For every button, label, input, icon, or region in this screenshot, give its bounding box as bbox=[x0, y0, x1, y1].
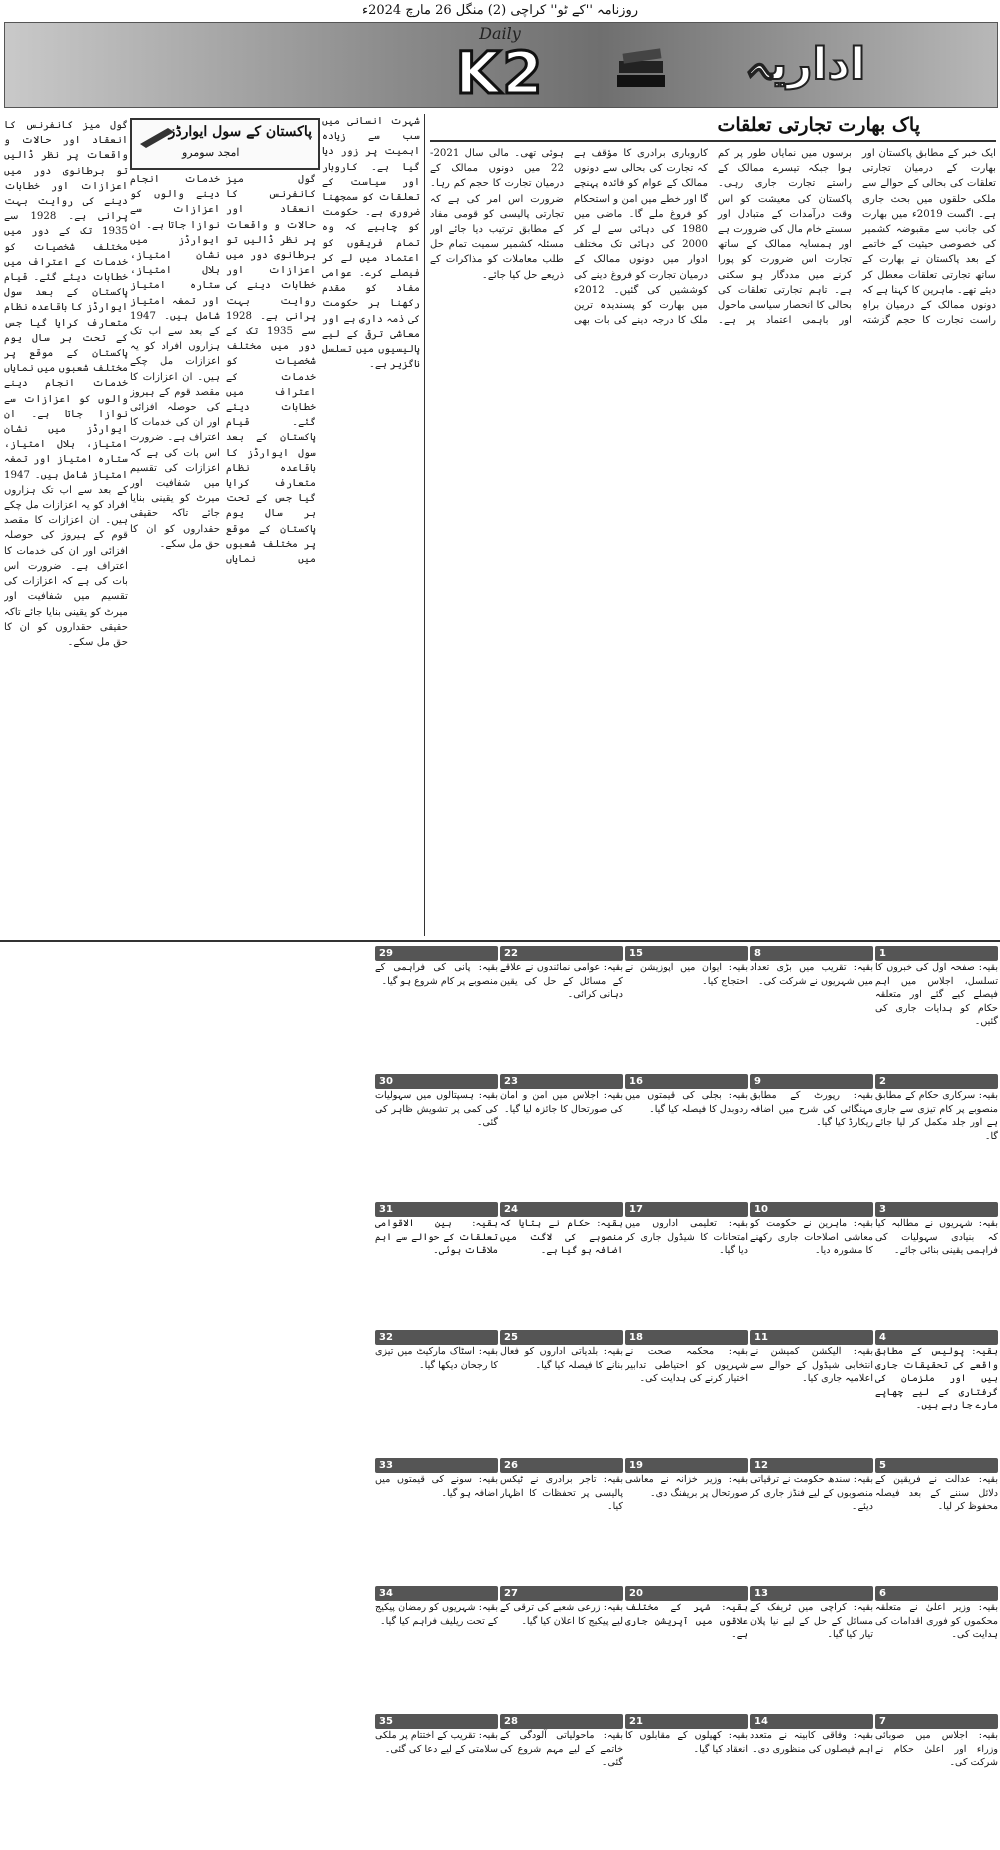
continuation-item bbox=[875, 1330, 998, 1454]
column-header-box bbox=[130, 118, 320, 170]
column-title: پاکستان کے سول ایوارڈز bbox=[168, 124, 312, 140]
continuation-number: 3 bbox=[879, 1204, 886, 1215]
continuation-text: بقیہ: بلدیاتی اداروں کو فعال بنانے کا فیصلہ کیا گیا۔ bbox=[500, 1346, 623, 1371]
continuation-number: 24 bbox=[504, 1204, 518, 1215]
continuation-badge bbox=[500, 1714, 623, 1729]
continuation-number: 9 bbox=[754, 1076, 761, 1087]
continuation-item bbox=[625, 1458, 748, 1582]
continuation-badge bbox=[625, 1458, 748, 1473]
continuation-badge bbox=[500, 1458, 623, 1473]
continuation-text: بقیہ: الیکشن کمیشن نے انتخابی شیڈول کے حوالے سے اعلامیہ جاری کیا۔ bbox=[750, 1346, 873, 1385]
continuation-text: بقیہ: تقریب کے اختتام پر ملکی سلامتی کے لیے دعا کی گئی۔ bbox=[375, 1730, 498, 1755]
section-label: اداریہ bbox=[744, 39, 866, 90]
continuation-text: بقیہ: اجلاس میں صوبائی وزراء اور اعلیٰ حکام نے شرکت کی۔ bbox=[875, 1730, 998, 1769]
continuation-number: 34 bbox=[379, 1588, 393, 1599]
continuation-item bbox=[875, 1714, 998, 1838]
continuation-item bbox=[375, 1074, 498, 1198]
continuation-badge bbox=[750, 946, 873, 961]
continuation-badge bbox=[750, 1586, 873, 1601]
continuation-badge bbox=[875, 1458, 998, 1473]
continuation-number: 13 bbox=[754, 1588, 768, 1599]
continuation-text: بقیہ: زرعی شعبے کی ترقی کے لیے پیکیج کا اعلان کیا گیا۔ bbox=[500, 1602, 623, 1627]
continuation-text: بقیہ: شہریوں کو رمضان پیکیج کے تحت ریلیف فراہم کیا گیا۔ bbox=[375, 1602, 498, 1627]
continuation-number: 26 bbox=[504, 1460, 518, 1471]
continuation-number: 2 bbox=[879, 1076, 886, 1087]
continuation-text: بقیہ: ایوان میں اپوزیشن نے احتجاج کیا۔ bbox=[625, 962, 748, 987]
continuation-item bbox=[500, 1458, 623, 1582]
continuation-number: 5 bbox=[879, 1460, 886, 1471]
continuation-text: بقیہ: شہر کے مختلف علاقوں میں آپریشن جاری ہے۔ bbox=[625, 1602, 748, 1641]
continuation-badge bbox=[375, 1074, 498, 1089]
continuation-text: بقیہ: عدالت نے فریقین کے دلائل سننے کے بعد فیصلہ محفوظ کر لیا۔ bbox=[875, 1474, 998, 1513]
continuation-badge bbox=[500, 1330, 623, 1345]
continuation-text: بقیہ: صفحہ اول کی خبروں کا تسلسل، اجلاس میں اہم فیصلے کیے گئے اور متعلقہ حکام کو ہدایات جاری کی گئیں۔ bbox=[875, 962, 998, 1028]
continuation-number: 4 bbox=[879, 1332, 886, 1343]
continuation-number: 8 bbox=[754, 948, 761, 959]
column-body-1: گول میز کانفرنس کا انعقاد اور حالات و واقعات پر نظر ڈالیں تو برطانوی دور میں اعزازات اور خطابات دینے کی روایت بہت پرانی ہے۔ 1928 سے 1935 تک کے دور میں مختلف شخصیات کو خدمات کے اعتراف میں خطابات دیئے گئے۔ قیام پاکستان کے بعد سول ایوارڈز کا باقاعدہ نظام متعارف کرایا گیا جس کے تحت ہر سال یوم پاکستان کے موقع پر مختلف شعبوں میں نمایاں خدمات انجام دینے والوں کو اعزازات سے نوازا جاتا ہے۔ ان ایوارڈز میں نشان امتیاز، ہلال امتیاز، ستارہ امتیاز اور تمغہ امتیاز شامل ہیں۔ 1947 کے بعد سے اب تک ہزاروں افراد کو یہ اعزازات مل چکے ہیں۔ ان اعزازات کا مقصد قوم کے ہیروز کی حوصلہ افزائی اور ان کی خدمات کا اعتراف ہے۔ ضرورت اس بات کی ہے کہ اعزازات کی تقسیم میں شفافیت اور میرٹ کو یقینی بنایا جائے تاکہ حقیقی حقداروں کو ان کا حق مل سکے۔ bbox=[4, 120, 128, 648]
logo-text: K2 bbox=[455, 39, 545, 107]
continuation-badge bbox=[625, 1714, 748, 1729]
continuation-badge bbox=[625, 1330, 748, 1345]
continuation-item bbox=[375, 1202, 498, 1326]
continuation-item bbox=[750, 1202, 873, 1326]
continuation-item bbox=[875, 1074, 998, 1198]
continuation-badge bbox=[875, 1330, 998, 1345]
continuation-badge bbox=[875, 946, 998, 961]
continuation-number: 17 bbox=[629, 1204, 643, 1215]
continuation-badge bbox=[500, 1074, 623, 1089]
continuation-item bbox=[375, 1330, 498, 1454]
continuation-text: بقیہ: سرکاری حکام کے مطابق منصوبے پر کام تیزی سے جاری ہے اور جلد مکمل کر لیا جائے گا۔ bbox=[875, 1090, 998, 1142]
continuation-text: بقیہ: عوامی نمائندوں نے علاقے کے مسائل کے حل کی یقین دہانی کرائی۔ bbox=[500, 962, 623, 1001]
daily-label: Daily bbox=[479, 24, 521, 43]
sidebar-body: شہرت انسانی میں سب سے زیادہ اہمیت پر زور دیا گیا ہے۔ کاروبار اور سیاست کے تعلقات کو سمجھنا ضروری ہے۔ حکومت کو چاہیے کہ وہ تمام فریقوں کو اعتماد میں لے کر فیصلے کرے۔ عوامی مفاد کو مقدم رکھنا ہر حکومت کی ذمہ داری ہے اور معاشی ترقی کے لیے پالیسیوں میں تسلسل ناگزیر ہے۔ bbox=[322, 116, 420, 371]
continuation-text: بقیہ: بجلی کی قیمتوں میں ردوبدل کا فیصلہ کیا گیا۔ bbox=[625, 1090, 748, 1115]
continuation-badge bbox=[375, 1330, 498, 1345]
continuation-badge bbox=[500, 946, 623, 961]
continuation-badge bbox=[375, 946, 498, 961]
dateline: روزنامہ ''کے ٹو'' کراچی (2) منگل 26 مارچ 2024ء bbox=[361, 3, 639, 18]
continuation-badge bbox=[875, 1074, 998, 1089]
continuation-badge bbox=[750, 1202, 873, 1217]
continuation-number: 35 bbox=[379, 1716, 393, 1727]
continuation-badge bbox=[375, 1202, 498, 1217]
continuation-number: 14 bbox=[754, 1716, 768, 1727]
continuation-number: 33 bbox=[379, 1460, 393, 1471]
continuation-item bbox=[750, 1586, 873, 1710]
continuation-item bbox=[375, 946, 498, 1070]
continuation-item bbox=[750, 1330, 873, 1454]
editorial-body: ایک خبر کے مطابق پاکستان اور بھارت کے درمیان تجارتی تعلقات کی بحالی کے حوالے سے ملکی حلقوں میں بحث جاری ہے۔ اگست 2019ء میں بھارت کی جانب سے مقبوضہ کشمیر کی خصوصی حیثیت کے خاتمے کے بعد پاکستان نے بھارت کے ساتھ تجارتی تعلقات معطل کر دیئے تھے۔ ماہرین کا کہنا ہے کہ دونوں ممالک کے درمیان براہِ راست تجارت کا حجم گزشتہ برسوں میں نمایاں طور پر کم ہوا جبکہ تیسرے ممالک کے راستے تجارت جاری رہی۔ پاکستان کی معیشت کو اس وقت درآمدات کے متبادل اور سستے خام مال کی ضرورت ہے اور ہمسایہ ممالک کے ساتھ تجارت اس ضرورت کو پورا کرنے میں مددگار ہو سکتی ہے۔ تاہم تجارتی تعلقات کی بحالی کا انحصار سیاسی ماحول اور باہمی اعتماد پر ہے۔ کاروباری برادری کا مؤقف ہے کہ تجارت کی بحالی سے دونوں ممالک کے عوام کو فائدہ پہنچے گا اور خطے میں امن و استحکام کو فروغ ملے گا۔ ماضی میں 1980 کی دہائی سے لے کر 2000 کی دہائی تک مختلف ادوار میں دونوں ممالک کے درمیان تجارت کو فروغ دینے کی کوششیں کی گئیں۔ 2012ء میں بھارت کو پسندیدہ ترین ملک کا درجہ دینے کی بات بھی ہوئی تھی۔ مالی سال 2021-22 میں دونوں ممالک کے درمیان تجارت کا حجم کم رہا۔ ضرورت اس امر کی ہے کہ تجارتی پالیسی کو قومی مفاد کے مطابق ترتیب دیا جائے اور مسئلہ کشمیر سمیت تمام حل طلب معاملات کو مذاکرات کے ذریعے حل کیا جائے۔ bbox=[430, 148, 996, 327]
continuation-badge bbox=[625, 1074, 748, 1089]
continuation-badge bbox=[875, 1202, 998, 1217]
continuation-item bbox=[500, 1586, 623, 1710]
continuation-item bbox=[625, 1714, 748, 1838]
continuation-item bbox=[875, 1586, 998, 1710]
column-divider bbox=[424, 114, 425, 936]
continuation-text: بقیہ: تقریب میں بڑی تعداد میں شہریوں نے شرکت کی۔ bbox=[750, 962, 873, 987]
continuation-text: بقیہ: پولیس کے مطابق واقعے کی تحقیقات جاری ہیں اور ملزمان کی گرفتاری کے لیے چھاپے مارے جا رہے ہیں۔ bbox=[875, 1346, 998, 1412]
continuation-badge bbox=[375, 1586, 498, 1601]
continuation-text: بقیہ: اجلاس میں امن و امان کی صورتحال کا جائزہ لیا گیا۔ bbox=[500, 1090, 623, 1115]
continuation-number: 21 bbox=[629, 1716, 643, 1727]
continuation-item bbox=[500, 1074, 623, 1198]
continuation-badge bbox=[875, 1714, 998, 1729]
masthead bbox=[4, 22, 998, 108]
continuation-badge bbox=[875, 1586, 998, 1601]
continuation-item bbox=[625, 1202, 748, 1326]
continuation-number: 32 bbox=[379, 1332, 393, 1343]
continuation-number: 23 bbox=[504, 1076, 518, 1087]
continuation-number: 6 bbox=[879, 1588, 886, 1599]
continuation-text: بقیہ: پانی کی فراہمی کے منصوبے پر کام شروع ہو گیا۔ bbox=[375, 962, 498, 987]
continuation-number: 29 bbox=[379, 948, 393, 959]
continuation-text: بقیہ: کھیلوں کے مقابلوں کا انعقاد کیا گیا۔ bbox=[625, 1730, 748, 1755]
column-author: امجد سومرو bbox=[182, 146, 240, 159]
continuation-item bbox=[500, 946, 623, 1070]
continuation-number: 27 bbox=[504, 1588, 518, 1599]
section-rule bbox=[0, 940, 1000, 942]
continuation-item bbox=[625, 1330, 748, 1454]
continuation-number: 7 bbox=[879, 1716, 886, 1727]
continuation-item bbox=[500, 1330, 623, 1454]
continuation-text: بقیہ: شہریوں نے مطالبہ کیا کہ بنیادی سہولیات کی فراہمی یقینی بنائی جائے۔ bbox=[875, 1218, 998, 1257]
continuation-badge bbox=[375, 1714, 498, 1729]
continuation-text: بقیہ: تاجر برادری نے ٹیکس پالیسی پر تحفظات کا اظہار کیا۔ bbox=[500, 1474, 623, 1513]
continuation-badge bbox=[625, 1202, 748, 1217]
continuation-badge bbox=[750, 1458, 873, 1473]
continuation-number: 20 bbox=[629, 1588, 643, 1599]
continuation-badge bbox=[375, 1458, 498, 1473]
continuation-number: 10 bbox=[754, 1204, 768, 1215]
k2-logo bbox=[405, 25, 595, 105]
continuation-item bbox=[375, 1714, 498, 1838]
continuation-badge bbox=[750, 1330, 873, 1345]
continuation-text: بقیہ: رپورٹ کے مطابق مہنگائی کی شرح میں اضافہ ریکارڈ کیا گیا۔ bbox=[750, 1090, 873, 1129]
continuation-text: بقیہ: بین الاقوامی تعلقات کے حوالے سے اہم ملاقات ہوئی۔ bbox=[375, 1218, 498, 1257]
continuation-badge bbox=[625, 1586, 748, 1601]
continuation-number: 12 bbox=[754, 1460, 768, 1471]
continuation-number: 25 bbox=[504, 1332, 518, 1343]
continuation-badge bbox=[500, 1202, 623, 1217]
continuation-text: بقیہ: وفاقی کابینہ نے متعدد اہم فیصلوں کی منظوری دی۔ bbox=[750, 1730, 873, 1755]
continuation-item bbox=[625, 1074, 748, 1198]
continuation-number: 30 bbox=[379, 1076, 393, 1087]
continuation-item bbox=[375, 1458, 498, 1582]
continuation-text: بقیہ: کراچی میں ٹریفک کے مسائل کے حل کے لیے نیا پلان تیار کیا گیا۔ bbox=[750, 1602, 873, 1641]
continuation-number: 16 bbox=[629, 1076, 643, 1087]
continuation-number: 19 bbox=[629, 1460, 643, 1471]
continuation-badge bbox=[750, 1714, 873, 1729]
continuation-number: 28 bbox=[504, 1716, 518, 1727]
continuation-text: بقیہ: ماہرین نے حکومت کو معاشی اصلاحات جاری رکھنے کا مشورہ دیا۔ bbox=[750, 1218, 873, 1257]
continuation-text: بقیہ: حکام نے بتایا کہ منصوبے کی لاگت میں اضافہ ہو گیا ہے۔ bbox=[500, 1218, 623, 1257]
continuation-item bbox=[625, 946, 748, 1070]
continuation-number: 22 bbox=[504, 948, 518, 959]
continuation-number: 1 bbox=[879, 948, 886, 959]
continuation-text: بقیہ: ہسپتالوں میں سہولیات کی کمی پر تشویش ظاہر کی گئی۔ bbox=[375, 1090, 498, 1129]
continuation-item bbox=[750, 1074, 873, 1198]
continuation-text: بقیہ: سونے کی قیمتوں میں اضافہ ہو گیا۔ bbox=[375, 1474, 498, 1499]
continuation-item bbox=[875, 1202, 998, 1326]
column-body-2: گول میز کانفرنس کا انعقاد اور حالات و واقعات پر نظر ڈالیں تو برطانوی دور میں اعزازات اور خطابات دینے کی روایت بہت پرانی ہے۔ 1928 سے 1935 تک کے دور میں مختلف شخصیات کو خدمات کے اعتراف میں خطابات دیئے گئے۔ قیام پاکستان کے بعد سول ایوارڈز کا باقاعدہ نظام متعارف کرایا گیا جس کے تحت ہر سال یوم پاکستان کے موقع پر مختلف شعبوں میں نمایاں خدمات انجام دینے والوں کو اعزازات سے نوازا جاتا ہے۔ ان ایوارڈز میں نشان امتیاز، ہلال امتیاز، ستارہ امتیاز اور تمغہ امتیاز شامل ہیں۔ 1947 کے بعد سے اب تک ہزاروں افراد کو یہ اعزازات مل چکے ہیں۔ ان اعزازات کا مقصد قوم کے ہیروز کی حوصلہ افزائی اور ان کی خدمات کا اعتراف ہے۔ ضرورت اس بات کی ہے کہ اعزازات کی تقسیم میں شفافیت اور میرٹ کو یقینی بنایا جائے تاکہ حقیقی حقداروں کو ان کا حق مل سکے۔ bbox=[130, 174, 316, 566]
continuation-badge bbox=[500, 1586, 623, 1601]
continuation-badge bbox=[625, 946, 748, 961]
continuation-item bbox=[500, 1202, 623, 1326]
continuation-text: بقیہ: ماحولیاتی آلودگی کے خاتمے کے لیے مہم شروع کی گئی۔ bbox=[500, 1730, 623, 1769]
continuation-number: 31 bbox=[379, 1204, 393, 1215]
continuation-item bbox=[375, 1586, 498, 1710]
continuation-item bbox=[875, 1458, 998, 1582]
continuation-item bbox=[500, 1714, 623, 1838]
headline-rule bbox=[430, 140, 996, 142]
continuation-item bbox=[750, 946, 873, 1070]
continuation-text: بقیہ: وزیر خزانہ نے معاشی صورتحال پر بریفنگ دی۔ bbox=[625, 1474, 748, 1499]
continuation-text: بقیہ: سندھ حکومت نے ترقیاتی منصوبوں کے لیے فنڈز جاری کر دیئے۔ bbox=[750, 1474, 873, 1513]
continuation-number: 11 bbox=[754, 1332, 768, 1343]
continuation-number: 15 bbox=[629, 948, 643, 959]
continuation-item bbox=[750, 1714, 873, 1838]
editorial-headline: پاک بھارت تجارتی تعلقات bbox=[717, 114, 920, 136]
continuation-text: بقیہ: تعلیمی اداروں میں امتحانات کا شیڈول جاری کر دیا گیا۔ bbox=[625, 1218, 748, 1257]
continuation-item bbox=[875, 946, 998, 1070]
continuation-text: بقیہ: محکمہ صحت نے شہریوں کو احتیاطی تدابیر اختیار کرنے کی ہدایت کی۔ bbox=[625, 1346, 748, 1385]
continuation-text: بقیہ: وزیر اعلیٰ نے متعلقہ محکموں کو فوری اقدامات کی ہدایت کی۔ bbox=[875, 1602, 998, 1641]
continuation-item bbox=[625, 1586, 748, 1710]
continuation-item bbox=[750, 1458, 873, 1582]
continuation-number: 18 bbox=[629, 1332, 643, 1343]
continuation-badge bbox=[750, 1074, 873, 1089]
continuation-text: بقیہ: اسٹاک مارکیٹ میں تیزی کا رجحان دیکھا گیا۔ bbox=[375, 1346, 498, 1371]
